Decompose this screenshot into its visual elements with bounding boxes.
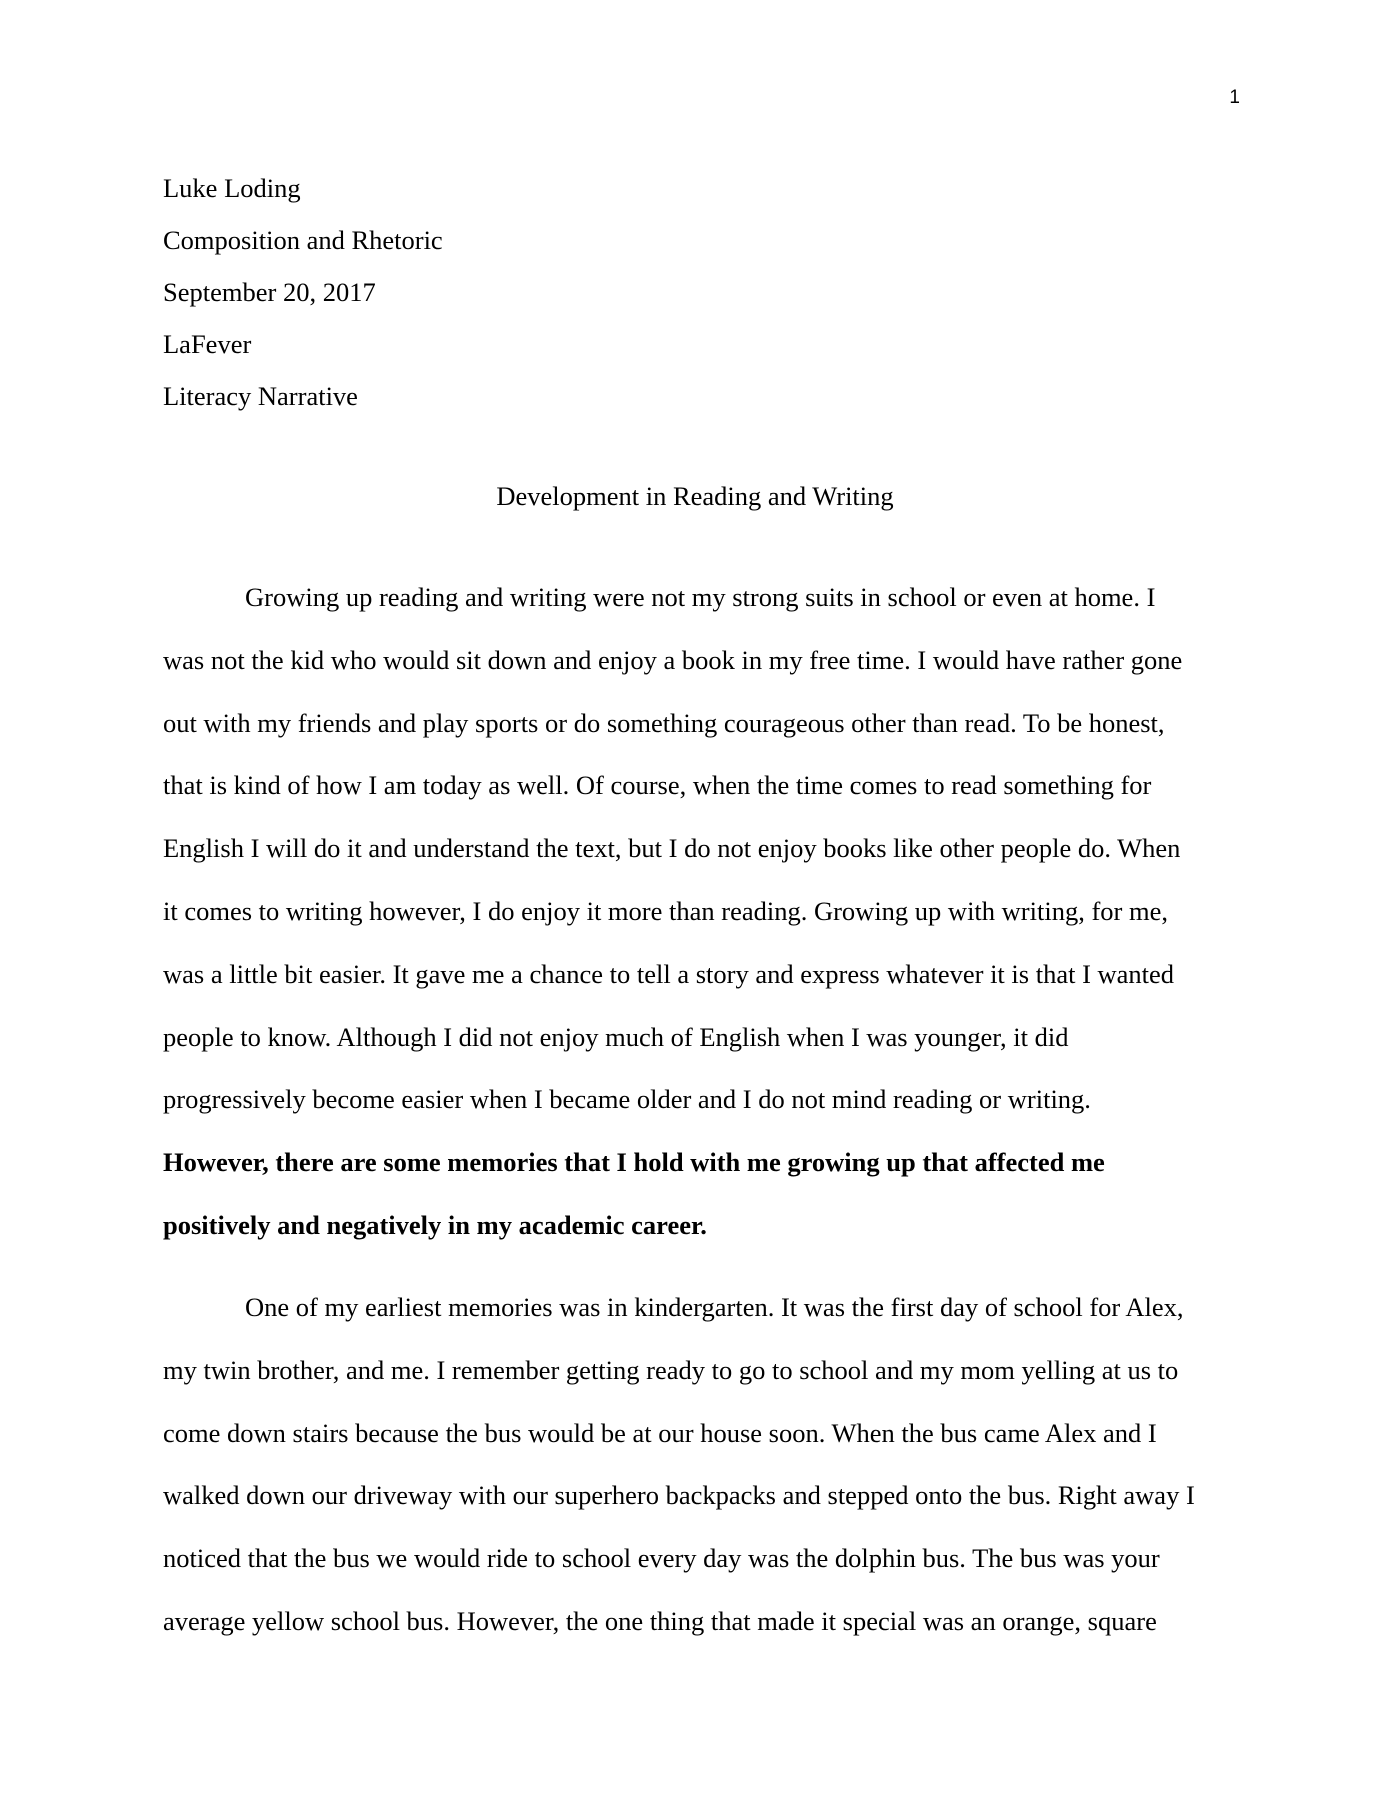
paragraph-line: out with my friends and play sports or do something courageous other than read. To be honest, (163, 707, 1165, 738)
paragraph-line: it comes to writing however, I do enjoy it more than reading. Growing up with writing, for me, (163, 895, 1168, 926)
paragraph-line: English I will do it and understand the text, but I do not enjoy books like other people do. When (163, 833, 1181, 864)
paragraph-line: was not the kid who would sit down and enjoy a book in my free time. I would have rather gone (163, 644, 1183, 675)
paragraph-line: was a little bit easier. It gave me a chance to tell a story and express whatever it is that I wanted (163, 958, 1175, 989)
author-name: Luke Loding (163, 173, 301, 203)
thesis-line: However, there are some memories that I hold with me growing up that affected me (163, 1147, 1105, 1178)
instructor-name: LaFever (163, 329, 252, 359)
header-block (163, 162, 1243, 422)
paragraph-line: my twin brother, and me. I remember getting ready to go to school and my mom yelling at us to (163, 1354, 1179, 1385)
paragraph-line: that is kind of how I am today as well. Of course, when the time comes to read something for (163, 770, 1152, 801)
paragraph-2 (163, 1276, 1243, 1653)
paragraph-line: average yellow school bus. However, the one thing that made it special was an orange, square (163, 1605, 1157, 1636)
paragraph-line: One of my earliest memories was in kindergarten. It was the first day of school for Alex, (245, 1292, 1184, 1322)
paragraph-line: Growing up reading and writing were not my strong suits in school or even at home. I (245, 582, 1156, 612)
paragraph-line: come down stairs because the bus would be at our house soon. When the bus came Alex and I (163, 1417, 1157, 1448)
thesis-line: positively and negatively in my academic career. (163, 1209, 707, 1240)
paragraph-1 (163, 566, 1243, 1257)
date-line: September 20, 2017 (163, 277, 376, 307)
course-name: Composition and Rhetoric (163, 225, 443, 255)
page-number: 1 (1229, 87, 1240, 108)
paragraph-line: progressively become easier when I became older and I do not mind reading or writing. (163, 1084, 1091, 1115)
paragraph-line: noticed that the bus we would ride to school every day was the dolphin bus. The bus was your (163, 1543, 1160, 1574)
paragraph-line: walked down our driveway with our superhero backpacks and stepped onto the bus. Right away I (163, 1480, 1195, 1511)
paragraph-line: people to know. Although I did not enjoy much of English when I was younger, it did (163, 1021, 1069, 1052)
essay-title: Development in Reading and Writing (496, 481, 894, 511)
assignment-name: Literacy Narrative (163, 381, 358, 411)
